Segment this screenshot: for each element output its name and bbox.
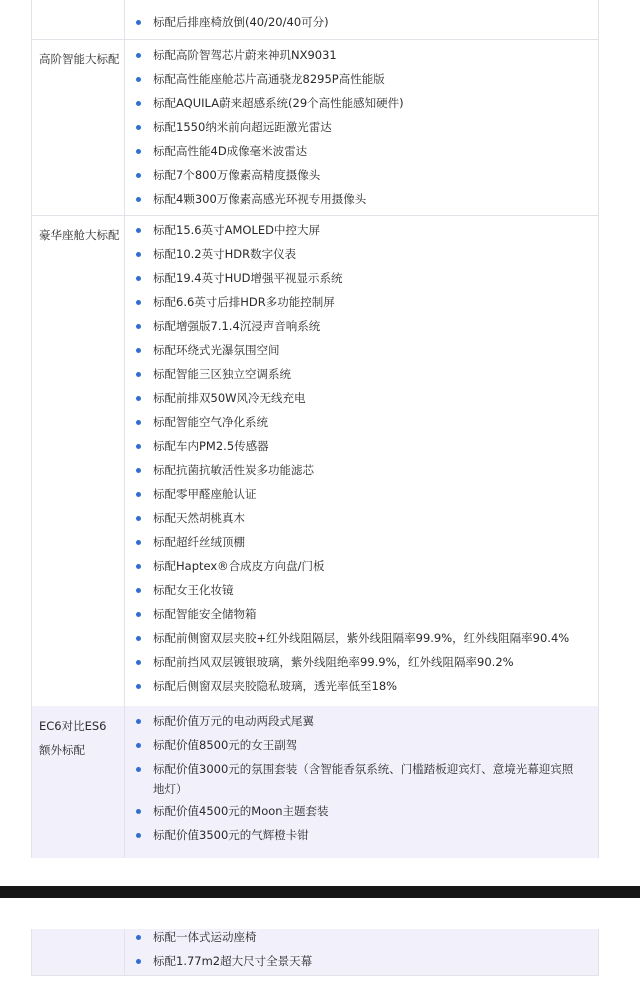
bullet-icon xyxy=(136,540,141,545)
item-text: 标配15.6英寸AMOLED中控大屏 xyxy=(153,223,320,237)
bullet-icon xyxy=(136,420,141,425)
bullet-icon xyxy=(136,372,141,377)
spec-table xyxy=(31,0,599,858)
item-text: 标配价值万元的电动两段式尾翼 xyxy=(153,714,314,728)
item-text: 标配零甲醛座舱认证 xyxy=(153,487,257,501)
item-text: 标配价值3500元的气辉橙卡钳 xyxy=(153,828,309,842)
bullet-icon xyxy=(136,767,141,772)
category-cell xyxy=(32,706,125,858)
category-cell xyxy=(32,0,125,39)
bullet-icon xyxy=(136,935,141,940)
bullet-icon xyxy=(136,743,141,748)
bullet-icon xyxy=(136,516,141,521)
bullet-icon xyxy=(136,612,141,617)
bullet-icon xyxy=(136,228,141,233)
item-text: 标配抗菌抗敏活性炭多功能滤芯 xyxy=(153,463,314,477)
item-text: 标配高性能4D成像毫米波雷达 xyxy=(153,144,308,158)
table-row xyxy=(32,929,598,975)
bullet-icon xyxy=(136,300,141,305)
bullet-icon xyxy=(136,660,141,665)
bullet-icon xyxy=(136,53,141,58)
category-cell xyxy=(32,929,125,975)
item-text: 标配环绕式光瀑氛围空间 xyxy=(153,343,280,357)
item-text: 标配增强版7.1.4沉浸声音响系统 xyxy=(153,319,321,333)
category-cell xyxy=(32,215,125,706)
bullet-icon xyxy=(136,588,141,593)
item-text: 标配价值4500元的Moon主题套装 xyxy=(153,804,329,818)
item-text: 标配4颗300万像素高感光环视专用摄像头 xyxy=(153,192,367,206)
item-text: 标配一体式运动座椅 xyxy=(153,930,257,944)
item-text: 标配前排双50W风冷无线充电 xyxy=(153,391,306,405)
category-label: 豪华座舱大标配 xyxy=(39,228,120,242)
item-text: 标配10.2英寸HDR数字仪表 xyxy=(153,247,297,261)
category-label: EC6对比ES6 xyxy=(39,719,107,733)
spec-table-continued xyxy=(31,929,599,976)
category-label: 额外标配 xyxy=(39,743,85,757)
table-row xyxy=(32,0,598,40)
item-text: 标配Haptex®合成皮方向盘/门板 xyxy=(153,559,325,573)
bullet-icon xyxy=(136,276,141,281)
item-text: 标配6.6英寸后排HDR多功能控制屏 xyxy=(153,295,335,309)
page-divider xyxy=(0,886,640,898)
item-text: 标配女王化妆镜 xyxy=(153,583,234,597)
item-text: 标配后侧窗双层夹胶隐私玻璃，透光率低至18% xyxy=(153,679,398,693)
item-text: 标配天然胡桃真木 xyxy=(153,511,245,525)
item-text: 标配价值8500元的女王副驾 xyxy=(153,738,298,752)
item-text: 标配1.77m2超大尺寸全景天幕 xyxy=(153,954,313,968)
bullet-icon xyxy=(136,684,141,689)
bullet-icon xyxy=(136,20,141,25)
bullet-icon xyxy=(136,809,141,814)
item-text: 标配超纤丝绒顶棚 xyxy=(153,535,245,549)
bullet-icon xyxy=(136,252,141,257)
bullet-icon xyxy=(136,396,141,401)
bullet-icon xyxy=(136,719,141,724)
table-row xyxy=(32,39,598,216)
item-text: 标配1550纳米前向超远距激光雷达 xyxy=(153,120,332,134)
item-text: 标配AQUILA蔚来超感系统(29个高性能感知硬件) xyxy=(153,96,404,110)
table-row xyxy=(32,706,598,858)
bullet-icon xyxy=(136,636,141,641)
bullet-icon xyxy=(136,77,141,82)
item-text: 标配高性能座舱芯片高通骁龙8295P高性能版 xyxy=(153,72,385,86)
bullet-icon xyxy=(136,492,141,497)
item-text: 标配后排座椅放倒(40/20/40可分) xyxy=(153,15,329,29)
item-text: 标配智能空气净化系统 xyxy=(153,415,268,429)
table-row xyxy=(32,215,598,707)
category-label: 高阶智能大标配 xyxy=(39,52,120,66)
bullet-icon xyxy=(136,101,141,106)
item-text: 标配7个800万像素高精度摄像头 xyxy=(153,168,321,182)
item-text: 标配19.4英寸HUD增强平视显示系统 xyxy=(153,271,343,285)
item-text: 标配车内PM2.5传感器 xyxy=(153,439,269,453)
bullet-icon xyxy=(136,197,141,202)
bullet-icon xyxy=(136,833,141,838)
item-text: 标配智能三区独立空调系统 xyxy=(153,367,291,381)
bullet-icon xyxy=(136,149,141,154)
item-text: 标配前挡风双层镀银玻璃，紫外线阻绝率99.9%，红外线阻隔率90.2% xyxy=(153,655,514,669)
item-text: 标配高阶智驾芯片蔚来神玑NX9031 xyxy=(153,48,337,62)
item-text: 标配智能安全储物箱 xyxy=(153,607,257,621)
bullet-icon xyxy=(136,125,141,130)
bullet-icon xyxy=(136,173,141,178)
bullet-icon xyxy=(136,564,141,569)
bullet-icon xyxy=(136,959,141,964)
item-text: 标配价值3000元的氛围套装（含智能香氛系统、门槛踏板迎宾灯、意境光幕迎宾照地灯） xyxy=(153,762,574,796)
item-text: 标配前侧窗双层夹胶+红外线阻隔层，紫外线阻隔率99.9%，红外线阻隔率90.4% xyxy=(153,631,570,645)
bullet-icon xyxy=(136,468,141,473)
bullet-icon xyxy=(136,444,141,449)
category-cell xyxy=(32,39,125,215)
bullet-icon xyxy=(136,324,141,329)
bullet-icon xyxy=(136,348,141,353)
